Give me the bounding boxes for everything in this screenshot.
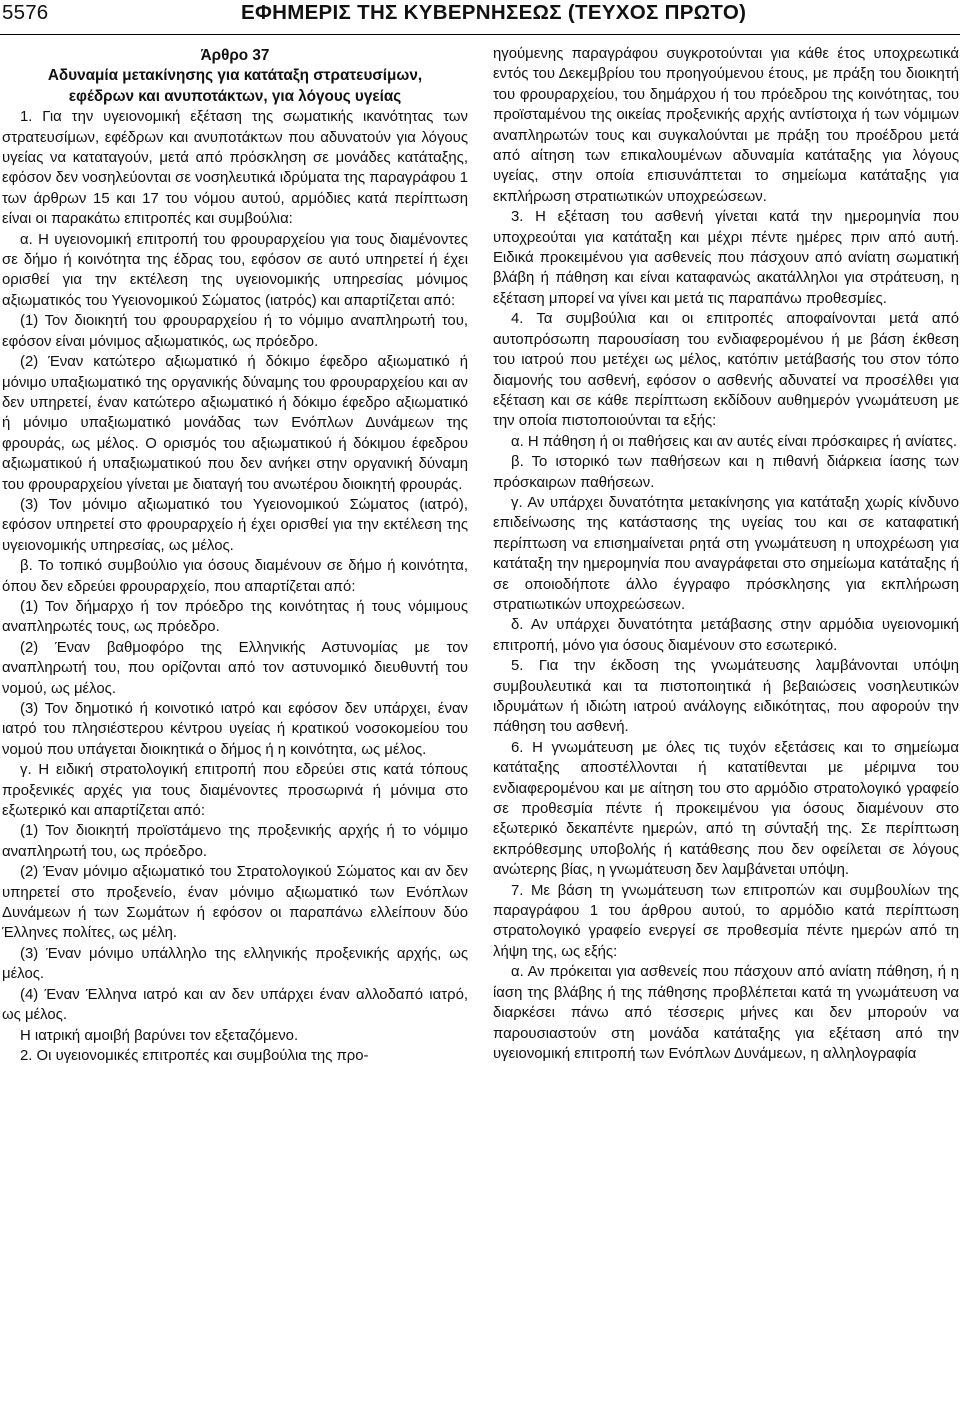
paragraph: 6. Η γνωμάτευση με όλες τις τυχόν εξετάσεις και το σημείωμα κατάταξης αποστέλλονται ή κατατίθενται με μέριμνα του ενδιαφερομένου και με αίτηση του στο αρμόδιο στρατολογικό γραφείο σε προθεσμία πέντε ή προκειμένου για όσους διαμένουν στο εξωτερικό δεκαπέντε ημερών, από τη σύνταξή της. Σε περίπτωση εκπρόθεσμης υποβολής ή κατάθεσης που δεν οφείλεται σε λόγους ανώτερης βίας, η γνωμάτευση δεν λαμβάνεται υπόψη. [493,739,959,879]
paragraph: α. Η υγειονομική επιτροπή του φρουραρχείου για τους διαμένοντες σε δήμο ή κοινότητα της έδρας του, εφόσον σε αυτό υπηρετεί ή έχει ορισθεί για την εκτέλεση της υγειονομικής υπηρεσίας μόνιμος αξιωματικός του Υγειονομικού Σώματος (ιατρός) και απαρτίζεται από: [2,231,468,309]
right-paragraphs [493,44,959,1064]
paragraph: (3) Τον μόνιμο αξιωματικό του Υγειονομικού Σώματος (ιατρό), εφόσον υπηρετεί στο φρουραρχείο ή έχει ορισθεί για την εκτέλεση της υγειονομικής υπηρεσίας, ως μέλος. [2,496,468,554]
article-title-line-1: Αδυναμία μετακίνησης για κατάταξη στρατευσίμων, [47,67,423,85]
paragraph: (4) Έναν Έλληνα ιατρό και αν δεν υπάρχει έναν αλλοδαπό ιατρό, ως μέλος. [2,986,468,1024]
page-number: 5576 [2,1,49,24]
paragraph: γ. Αν υπάρχει δυνατότητα μετακίνησης για κατάταξη χωρίς κίνδυνο επιδείνωσης της κατάστασης της υγείας του και σε καταφατική περίπτωση να επισημαίνεται ρητά στη γνωμάτευση η υποχρέωση για κατάταξη την ημερομηνία που αναγράφεται στο σημείωμα κατάταξης ή σε οποιοδήποτε άλλο έγγραφο πρόσκλησης για εκπλήρωση στρατιωτικών υποχρεώσεων. [493,494,959,613]
running-title: ΕΦΗΜΕΡΙΣ ΤΗΣ ΚΥΒΕΡΝΗΣΕΩΣ (ΤΕΥΧΟΣ ΠΡΩΤΟ) [241,1,747,24]
paragraph: (2) Έναν κατώτερο αξιωματικό ή δόκιμο έφεδρο αξιωματικό ή μόνιμο υπαξιωματικό της οργανικής δύναμης του φρουραρχείου και αν δεν υπηρετεί, έναν κατώτερο αξιωματικό ή δόκιμο έφεδρο αξιωματικό ή μόνιμο υπαξιωματικό μονάδας των Ενόπλων Δυνάμεων της φρουράς, ως μέλος. Ο ορισμός του αξιωματικού ή δόκιμου έφεδρου αξιωματικού ή υπαξιωματικού που δεν ανήκει στην οργανική δύναμη του φρουραρχείου γίνεται με διαταγή του ανωτέρου διοικητή φρουράς. [2,354,468,493]
right-column [493,44,959,1064]
paragraph: β. Το ιστορικό των παθήσεων και η πιθανή διάρκεια ίασης των πρόσκαιρων παθήσεων. [493,454,959,491]
article-title-line-2: εφέδρων και ανυποτάκτων, για λόγους υγείας [68,87,402,105]
left-column [2,44,468,1066]
paragraph: β. Το τοπικό συμβούλιο για όσους διαμένουν σε δήμο ή κοινότητα, όπου δεν εδρεύει φρουραρχείο, που απαρτίζεται από: [2,558,468,595]
paragraph: (3) Έναν μόνιμο υπάλληλο της ελληνικής προξενικής αρχής, ως μέλος. [2,945,468,983]
paragraph: (2) Έναν μόνιμο αξιωματικό του Στρατολογικού Σώματος και αν δεν υπηρετεί στο προξενείο, έναν μόνιμο αξιωματικό των Ενόπλων Δυνάμεων ή των Σωμάτων ή εφόσον οι παραπάνω ελλείπουν δύο Έλληνες πολίτες, ως μέλη. [2,864,468,942]
paragraph: δ. Αν υπάρχει δυνατότητα μετάβασης στην αρμόδια υγειονομική επιτροπή, μόνο για όσους διαμένουν στο εσωτερικό. [493,617,959,654]
paragraph: α. Αν πρόκειται για ασθενείς που πάσχουν από ανίατη πάθηση, ή η ίαση της βλάβης ή της πάθησης προβλέπεται κατά τη γνωμάτευση να διαρκέσει πάνω από τέσσερις μήνες και δεν μπορούν να παρουσιαστούν στη μονάδα κατάταξης για εξέταση από την υγειονομική επιτροπή των Ενόπλων Δυνάμεων, η αλληλογραφία [493,964,959,1062]
left-paragraphs [2,107,468,1066]
paragraph: 4. Τα συμβούλια και οι επιτροπές αποφαίνονται μετά από αυτοπρόσωπη παρουσίαση του ενδιαφερομένου ή με βάση έκθεση του ιατρού που μετέχει ως μέλος, κατόπιν μετάβασής του στον τόπο διαμονής του ασθενή, εφόσον ο ασθενής αδυνατεί να προσέλθει για εξέταση και σε κάθε περίπτωση εκδίδουν αυθημερόν γνωμάτευση με την οποία πιστοποιούνται τα εξής: [493,311,959,430]
paragraph: 5. Για την έκδοση της γνωμάτευσης λαμβάνονται υπόψη συμβουλευτικά και τα πιστοποιητικά ή βεβαιώσεις νοσηλευτικών ιδρυμάτων ή ιδιώτη ιατρού ανάλογης ειδικότητας, που αφορούν την πάθηση του ασθενή. [493,658,959,736]
paragraph: ηγούμενης παραγράφου συγκροτούνται για κάθε έτος υποχρεωτικά εντός του Δεκεμβρίου του προηγούμενου έτους, με πράξη του διοικητή του φρουραρχείου, του δημάρχου ή του πρόεδρου της κοινότητας, του προϊσταμένου της οικείας προξενικής αρχής αντίστοιχα ή των νόμιμων αναπληρωτών τους και συγκαλούνται με πράξη του προέδρου μετά από αίτηση των επικαλουμένων αδυναμία κατάταξης για λόγους υγείας, στην οποία επισυνάπτεται το σημείωμα κατάταξης για εκπλήρωση στρατιωτικών υποχρεώσεων. [493,46,959,205]
paragraph: Η ιατρική αμοιβή βαρύνει τον εξεταζόμενο. [20,1027,299,1044]
paragraph: 7. Με βάση τη γνωμάτευση των επιτροπών και συμβουλίων της παραγράφου 1 του άρθρου αυτού, το αρμόδιο κατά περίπτωση στρατολογικό γραφείο ενεργεί σε προθεσμία πέντε ημερών από τη λήψη της, ως εξής: [493,882,959,960]
paragraph: γ. Η ειδική στρατολογική επιτροπή που εδρεύει στις κατά τόπους προξενικές αρχές για τους διαμένοντες προσωρινά ή μόνιμα στο εξωτερικό και απαρτίζεται από: [2,762,468,820]
paragraph: (1) Τον διοικητή του φρουραρχείου ή το νόμιμο αναπληρωτή του, εφόσον είναι μόνιμος αξιωματικός, ως πρόεδρο. [2,313,468,350]
paragraph: (1) Τον δήμαρχο ή τον πρόεδρο της κοινότητας ή τους νόμιμους αναπληρωτές τους, ως πρόεδρο. [2,598,468,636]
article-number: Άρθρο 37 [200,47,270,64]
paragraph: 1. Για την υγειονομική εξέταση της σωματικής ικανότητας των στρατευσίμων, εφέδρων και ανυποτάκτων που αδυνατούν για λόγους υγείας να καταταγούν, μετά από πρόσκληση σε μονάδες κατάταξης, εφόσον δεν νοσηλεύονται σε νοσηλευτικά ιδρύματα της παραγράφου 1 των άρθρων 15 και 17 του νόμου αυτού, αρμόδιες κατά περίπτωση είναι οι παρακάτω επιτροπές και συμβούλια: [2,109,468,228]
paragraph: 2. Οι υγειονομικές επιτροπές και συμβούλια της προ- [20,1047,369,1064]
paragraph: α. Η πάθηση ή οι παθήσεις και αν αυτές είναι πρόσκαιρες ή ανίατες. [511,433,958,450]
paragraph: 3. Η εξέταση του ασθενή γίνεται κατά την ημερομηνία που υποχρεούται για κατάταξη και μέχρι πέντε ημέρες πριν από αυτή. Ειδικά προκειμένου για ασθενείς που πάσχουν από ανίατη σωματική βλάβη ή πάθηση και είναι καταφανώς ακατάλληλοι για στράτευση, η εξέταση μπορεί να γίνει και μετά τις παραπάνω προθεσμίες. [493,209,959,307]
page-header [0,0,960,35]
paragraph: (2) Έναν βαθμοφόρο της Ελληνικής Αστυνομίας με τον αναπληρωτή του, που ορίζονται από τον αστυνομικό διευθυντή του νομού, ως μέλος. [2,639,468,697]
paragraph: (3) Τον δημοτικό ή κοινοτικό ιατρό και εφόσον δεν υπάρχει, έναν ιατρό του πλησιέστερου κέντρου υγείας ή κρατικού νοσοκομείου του νομού που υπάγεται διοικητικά ο δήμος ή η κοινότητα, ως μέλος. [2,701,468,758]
paragraph: (1) Τον διοικητή προϊστάμενο της προξενικής αρχής ή το νόμιμο αναπληρωτή του, ως πρόεδρο. [2,823,468,860]
